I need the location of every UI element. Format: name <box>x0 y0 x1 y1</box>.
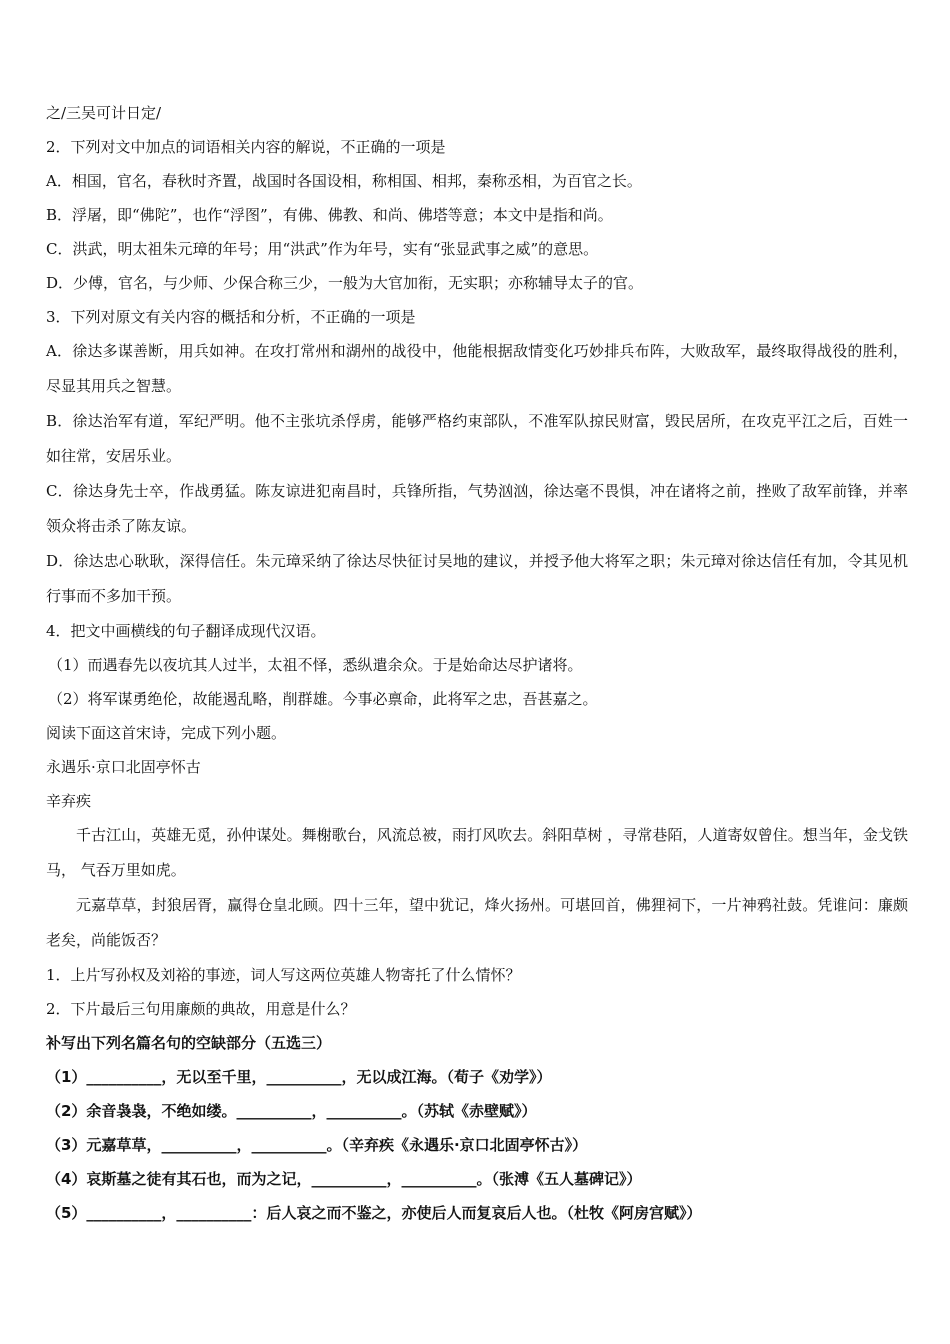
poem-stanza-1: 千古江山，英雄无觅，孙仲谋处。舞榭歌台，风流总被，雨打风吹去。斜阳草树 ，寻常巷陌，人道寄奴曾住。想当年，金戈铁马， 气吞万里如虎。 <box>46 826 908 879</box>
q2-option-b: B．浮屠，即“佛陀”，也作“浮图”，有佛、佛教、和尚、佛塔等意；本文中是指和尚。 <box>46 206 613 224</box>
q2-option-d: D．少傅，官名，与少师、少保合称三少，一般为大官加衔，无实职；亦称辅导太子的官。 <box>46 274 644 292</box>
q2-option-a: A．相国，官名，春秋时齐置，战国时各国设相，称相国、相邦，秦称丞相，为百官之长。 <box>46 172 642 190</box>
fill-item-5: （5）__________，__________：后人哀之而不鉴之，亦使后人而复哀后人也。（杜牧《阿房宫赋》） <box>46 1204 702 1222</box>
poem-question-2: 2．下片最后三句用廉颇的典故，用意是什么？ <box>46 1000 356 1018</box>
q3-stem: 3．下列对原文有关内容的概括和分析，不正确的一项是 <box>46 308 416 326</box>
q3-option-b: B．徐达治军有道，军纪严明。他不主张坑杀俘虏，能够严格约束部队，不准军队掠民财富，毁民居所，在攻克平江之后，百姓一如往常，安居乐业。 <box>46 412 908 465</box>
exam-page <box>46 96 908 1230</box>
passage-tail: 之/三吴可计日定/ <box>46 104 162 122</box>
q3-option-a: A．徐达多谋善断，用兵如神。在攻打常州和湖州的战役中，他能根据敌情变化巧妙排兵布阵，大败敌军，最终取得战役的胜利，尽显其用兵之智慧。 <box>46 342 908 395</box>
poem-question-1: 1．上片写孙权及刘裕的事迹，词人写这两位英雄人物寄托了什么情怀？ <box>46 966 521 984</box>
poem-intro: 阅读下面这首宋诗，完成下列小题。 <box>46 724 287 742</box>
fill-item-4: （4）哀斯墓之徒有其石也，而为之记，__________，__________。（张溥《五人墓碑记》） <box>46 1170 642 1188</box>
poem-author: 辛弃疾 <box>46 792 92 810</box>
q3-option-c: C．徐达身先士卒，作战勇猛。陈友谅进犯南昌时，兵锋所指，气势汹汹，徐达毫不畏惧，冲在诸将之前，挫败了敌军前锋，并率领众将击杀了陈友谅。 <box>46 482 908 535</box>
fill-item-3: （3）元嘉草草，__________，__________。（辛弃疾《永遇乐·京口北固亭怀古》） <box>46 1136 588 1154</box>
fill-section-title: 补写出下列名篇名句的空缺部分（五选三） <box>46 1034 332 1052</box>
fill-item-2: （2）余音袅袅，不绝如缕。__________，__________。（苏轼《赤壁赋》） <box>46 1102 537 1120</box>
q3-option-d: D．徐达忠心耿耿，深得信任。朱元璋采纳了徐达尽快征讨吴地的建议，并授予他大将军之职；朱元璋对徐达信任有加，令其见机行事而不多加干预。 <box>46 552 908 605</box>
q4-sentence-2: （2）将军谋勇绝伦，故能遏乱略，削群雄。今事必禀命，此将军之忠，吾甚嘉之。 <box>48 690 598 708</box>
poem-stanza-2: 元嘉草草，封狼居胥，赢得仓皇北顾。四十三年，望中犹记，烽火扬州。可堪回首，佛狸祠下，一片神鸦社鼓。凭谁问：廉颇老矣，尚能饭否？ <box>46 896 908 949</box>
fill-item-1: （1）__________，无以至千里，__________，无以成江海。（荀子《劝学》） <box>46 1068 552 1086</box>
q2-option-c: C．洪武，明太祖朱元璋的年号；用“洪武”作为年号，实有“张显武事之威”的意思。 <box>46 240 599 258</box>
q2-stem: 2．下列对文中加点的词语相关内容的解说，不正确的一项是 <box>46 138 446 156</box>
q4-sentence-1: （1）而遇春先以夜坑其人过半，太祖不怿，悉纵遣余众。于是始命达尽护诸将。 <box>48 656 583 674</box>
poem-title: 永遇乐·京口北固亭怀古 <box>46 758 201 776</box>
q4-stem: 4．把文中画横线的句子翻译成现代汉语。 <box>46 622 326 640</box>
